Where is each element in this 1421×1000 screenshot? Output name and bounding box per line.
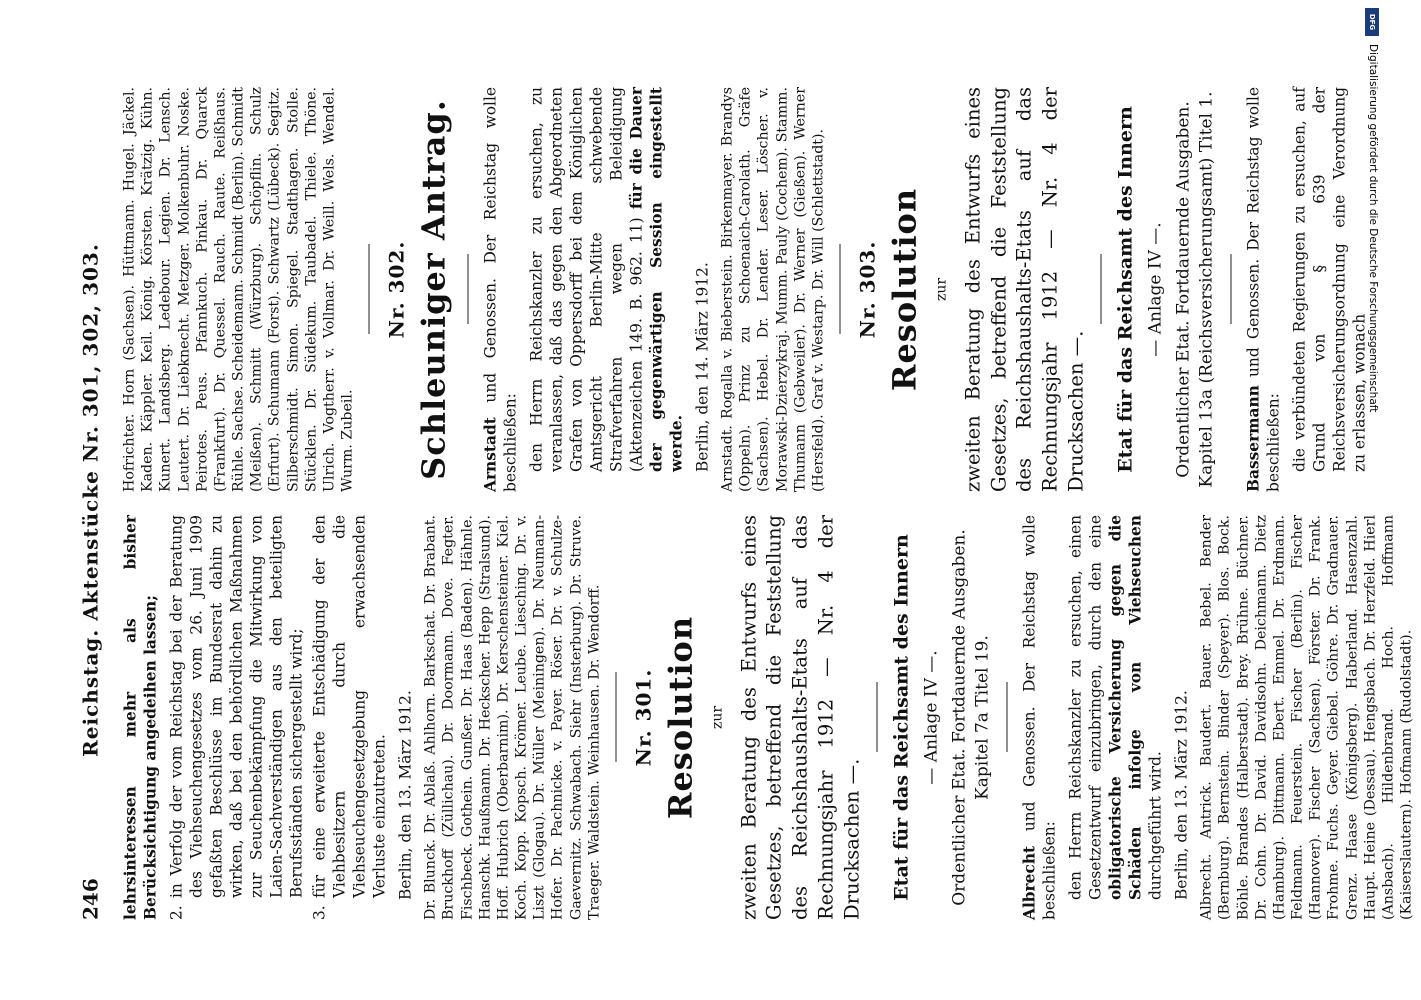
continued-text: lehrsinteressen mehr als bisher Berücksichtigung angedeihen lassen; xyxy=(121,515,160,920)
motion-body xyxy=(526,87,686,492)
section-divider xyxy=(615,673,616,763)
motion-intro xyxy=(1019,515,1059,920)
deliberation-text: zweiten Beratung des Entwurfs eines Gesetzes, betreffend die Feststellung des Reichshaushalts-Etats auf das Rechnungsjahr 1912 — Nr. 4 der Drucksachen —. xyxy=(960,87,1087,492)
mover-name: Arnstadt xyxy=(480,417,499,492)
left-column xyxy=(120,515,1421,920)
dfg-logo-text: DFG xyxy=(1368,13,1376,31)
section-divider xyxy=(1230,255,1231,325)
motion-body: die verbündeten Regierungen zu ersuchen, auf Grund von § 639 der Reichsversicherungsordnung eine Verordnung zu erlassen, wonach xyxy=(1290,87,1369,472)
running-header xyxy=(78,80,112,920)
mover-name: Bassermann xyxy=(1244,385,1263,492)
digitization-notice xyxy=(1365,8,1379,888)
motion-intro xyxy=(480,87,520,492)
date-line: Berlin, den 13. März 1912. xyxy=(396,690,415,900)
page-number: 246 xyxy=(78,878,102,920)
motion-emphasis: für die Dauer der gegenwärtigen Session eingestellt werde. xyxy=(626,87,685,472)
section-divider xyxy=(1006,683,1007,753)
motion-intro-text: und Genossen. Der Reichstag wolle beschließen: xyxy=(480,87,519,492)
running-title: Reichstag. Aktenstücke Nr. 301, 302, 303. xyxy=(78,243,102,757)
section-divider xyxy=(467,255,468,325)
numbered-list xyxy=(166,515,389,920)
list-text: für eine erweiterte Entschädigung der den Viehbesitzern durch die Viehseuchengesetzgebung erwachsenden Verluste einzutreten. xyxy=(310,515,389,898)
signatories: Albrecht. Antrick. Baudert. Bauer. Bebel. Bender (Bernburg). Bernstein. Binder (Speyer). Blos. Bock. Böhle. Brandes (Halberstadt). Brey. Brühne. Büchner. Dr. Cohn. Dr. David. Davidsohn. Deichmann. Dietz (Hamburg). Dittmann. Ebert. Emmel. Dr. Erdmann. Feldmann. Feuerstein. Fischer (Berlin). Fischer (Hannover). Fischer (Sachsen). Förster. Dr. Frank. Frohme. Fuchs. Geyer. Giebel. Göhre. Dr. Gradnauer. Grenz. Haase (Königsberg). Haberland. Hasenzahl. Haupt. Heine (Dessau). Hengsbach. Dr. Herzfeld. Hierl (Ansbach). Hildenbrand. Hoch. Hoffmann (Kaiserslautern). Hofmann (Rudolstadt). xyxy=(1198,515,1415,920)
list-item xyxy=(309,515,389,920)
preposition: zur xyxy=(932,277,949,302)
budget-chapter: Ordentlicher Etat. Fortdauernde Ausgaben. Kapitel 13a (Reichsversicherungsamt) Titel 1. xyxy=(1173,91,1217,488)
etat-heading: Etat für das Reichsamt des Innern xyxy=(890,534,913,901)
motion-intro xyxy=(1243,87,1283,492)
document-number: Nr. 303. xyxy=(855,240,880,339)
section-divider xyxy=(368,245,369,335)
section-divider xyxy=(1100,255,1101,325)
signatories: Hofrichter. Horn (Sachsen). Hüttmann. Hugel. Jäckel. Kaden. Käppler. Keil. König. Körsten. Krätzig. Kühn. Kunert. Landsberg. Ledebour. Legien. Dr. Lensch. Leutert. Dr. Liebknecht. Metzger. Molkenbuhr. Noske. Peirotes. Peus. Pfannkuch. Pinkau. Dr. Quarck (Frankfurt). Dr. Quessel. Rauch. Raute. Reißhaus. Rühle. Sachse. Scheidemann. Schmidt (Berlin). Schmidt (Meißen). Schmitt (Würzburg). Schöpflin. Schulz (Erfurt). Schumann (Forst). Schwartz (Lübeck). Segitz. Silberschmidt. Simon. Spiegel. Stadthagen. Stolle. Stücklen. Dr. Südekum. Taubadel. Thiele. Thöne. Ulrich. Vogtherr. v. Vollmar. Dr. Weill. Wels. Wendel. Wurm. Zubeil. xyxy=(121,87,356,492)
date-line: Berlin, den 13. März 1912. xyxy=(1172,690,1191,900)
etat-heading: Etat für das Reichsamt des Innern xyxy=(1114,106,1137,473)
list-number: 2. xyxy=(167,905,186,920)
document-number: Nr. 302. xyxy=(384,240,409,339)
document-title: Resolution xyxy=(885,187,924,392)
motion-emphasis: obligatorische Versicherung gegen die Schäden infolge von Viehseuchen xyxy=(1106,515,1145,900)
annex-line: — Anlage IV —. xyxy=(1145,222,1166,357)
section-divider xyxy=(876,683,877,753)
motion-intro-text: und Genossen. Der Reichstag wolle beschließen: xyxy=(1020,515,1059,920)
right-column xyxy=(120,87,1375,492)
document-title: Resolution xyxy=(660,615,699,820)
document-number: Nr. 301. xyxy=(630,668,655,767)
document-title: Schleuniger Antrag. xyxy=(414,99,453,480)
signatories: Dr. Blunck. Dr. Ablaß. Ahlhorn. Barkschat. Dr. Brabant. Bruckhoff (Züllichau). Dr. Doormann. Dove. Fegter. Fischbeck. Gothein. Gunßer. Dr. Haas (Baden). Hähnle. Hanschk. Haußmann. Dr. Heckscher. Hepp (Stralsund). Hoff. Hubrich (Oberbarnim). Dr. Kerschensteiner. Kiel. Koch. Kopp. Kopsch. Krömer. Leube. Liesching. Dr. v. Liszt (Glogau). Dr. Müller (Meiningen). Dr. Neumann-Hofer. Dr. Pachnicke. v. Payer. Röser. Dr. v. Schulze-Gaevernitz. Schwabach. Siehr (Insterburg). Dr. Struve. Traeger. Waldstein. Weinhausen. Dr. Wendorff. xyxy=(422,515,602,920)
list-item xyxy=(166,515,306,920)
budget-chapter: Ordentlicher Etat. Fortdauernde Ausgaben. Kapitel 7a Titel 19. xyxy=(949,529,993,906)
motion-text: den Herrn Reichskanzler zu ersuchen, einen Gesetzentwurf einzubringen, durch den eine xyxy=(1066,515,1105,900)
motion-intro-text: und Genossen. Der Reichstag wolle beschließen: xyxy=(1244,87,1283,492)
motion-body xyxy=(1065,515,1165,920)
motion-text: durchgeführt wird. xyxy=(1146,751,1165,900)
mover-name: Albrecht xyxy=(1020,845,1039,920)
signatories: Arnstadt. Rogalla v. Bieberstein. Birkenmayer. Brandys (Oppeln). Prinz zu Schoenaich-Carolath. Gräfe (Sachsen). Hebel. Dr. Lender. Leser. Löscher. v. Morawski-Dzierzykraj. Mumm. Pauly (Cochem). Stamm. Thumann (Gebweiler). Dr. Werner (Gießen). Werner (Hersfeld). Graf v. Westarp. Dr. Will (Schlettstadt). xyxy=(719,87,826,492)
list-number: 3. xyxy=(310,905,329,920)
date-line: Berlin, den 14. März 1912. xyxy=(692,262,711,472)
section-divider xyxy=(839,245,840,335)
dfg-logo-icon xyxy=(1365,8,1379,36)
annex-line: — Anlage IV —. xyxy=(921,650,942,785)
digitization-notice-text: Digitalisierung gefördert durch die Deutsche Forschungsgemeinschaft xyxy=(1367,44,1379,413)
preposition: zur xyxy=(708,705,725,730)
list-text: in Verfolg der vom Reichstag bei der Beratung des Viehseuchengesetzes vom 26. Juni 1909 gefaßten Beschlüsse im Bundesrat dahin zu wirken, daß bei den behördlichen Maßnahmen zur Seuchenbekämpfung die Mitwirkung von Laien-Sachverständigen aus den beteiligten Berufsständen sichergestellt wird; xyxy=(167,515,306,898)
motion-text: den Herrn Reichskanzler zu ersuchen, zu veranlassen, daß das gegen den Abgeordneten Grafen von Oppersdorff bei dem Königlichen Amtsgericht Berlin-Mitte schwebende Strafverfahren wegen Beleidigung (Aktenzeichen 149. B. 962. 11) xyxy=(526,87,645,472)
deliberation-text: zweiten Beratung des Entwurfs eines Gesetzes, betreffend die Feststellung des Reichshaushalts-Etats auf das Rechnungsjahr 1912 — Nr. 4 der Drucksachen —. xyxy=(736,515,863,920)
